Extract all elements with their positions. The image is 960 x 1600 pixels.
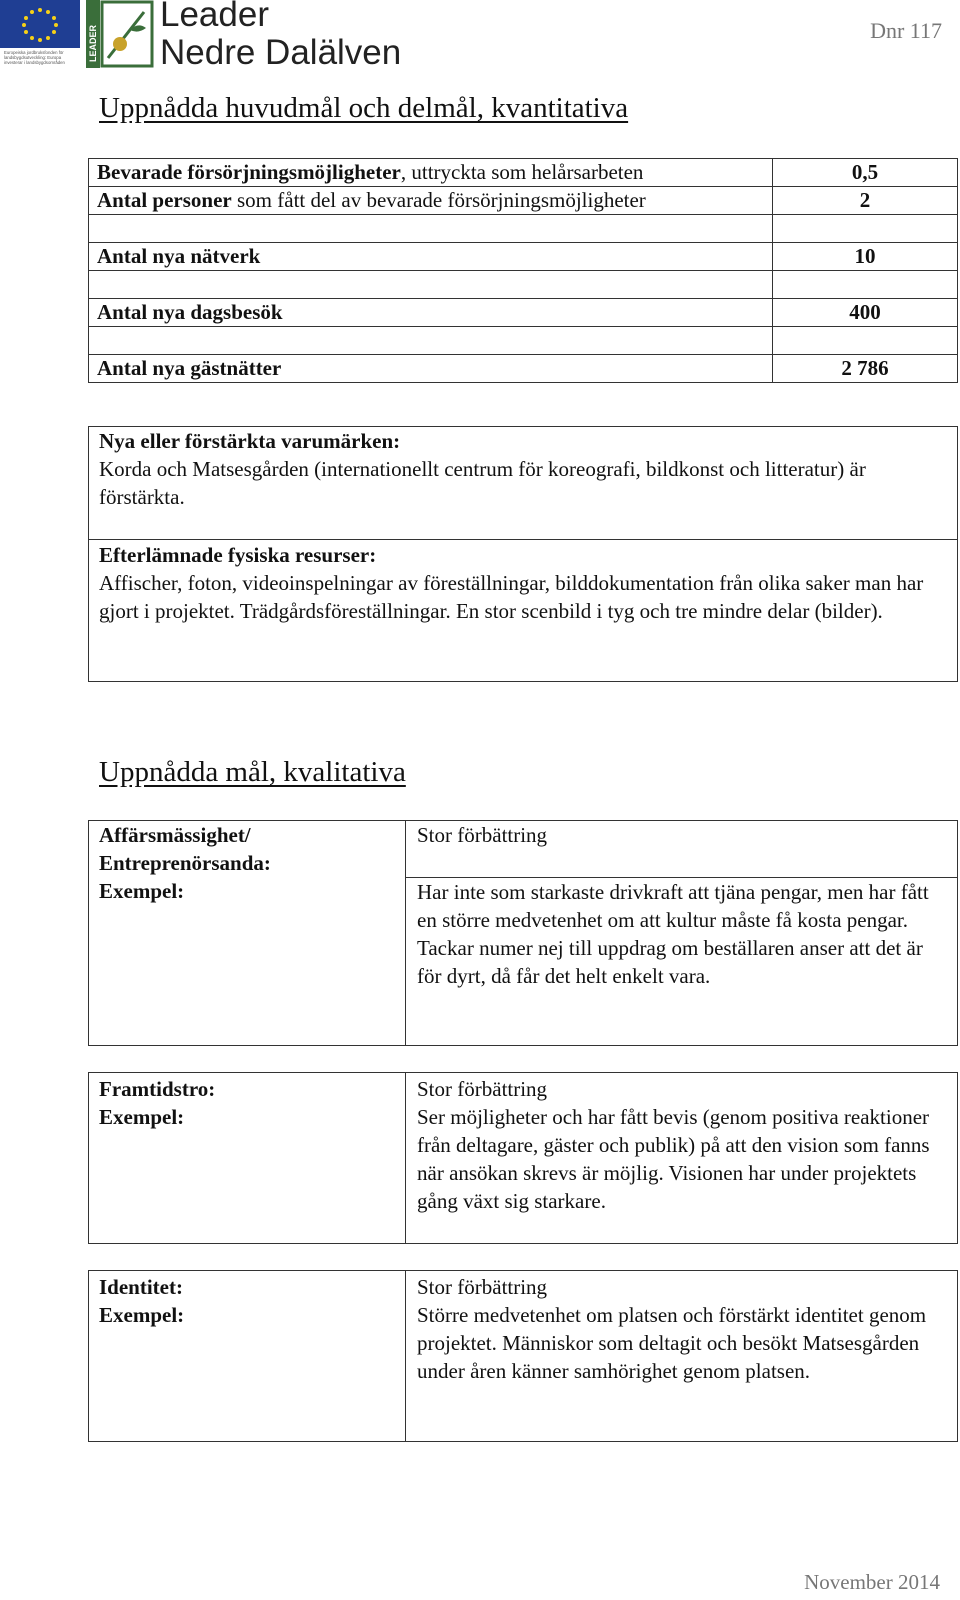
quantitative-row bbox=[89, 271, 958, 299]
resources-divider bbox=[89, 539, 957, 540]
quantitative-value: 2 786 bbox=[773, 355, 958, 383]
rating-future: Stor förbättring bbox=[417, 1077, 548, 1101]
example-future: Ser möjligheter och har fått bevis (genom positiva reaktioner från deltagare, gäster och publik) på att den vision som fanns när ansökan skrevs är möjlig. Visionen har under projektets gång växt sig starkare. bbox=[417, 1105, 930, 1213]
quantitative-row bbox=[89, 355, 958, 383]
rating-identity: Stor förbättring bbox=[417, 1275, 548, 1299]
quantitative-value bbox=[773, 215, 958, 243]
quantitative-value: 2 bbox=[773, 187, 958, 215]
example-label: Exempel: bbox=[99, 879, 185, 903]
quantitative-label-bold: Bevarade försörjningsmöjligheter bbox=[97, 160, 401, 184]
label-identity: Identitet: bbox=[99, 1275, 183, 1299]
quantitative-value: 0,5 bbox=[773, 159, 958, 187]
quantitative-label bbox=[89, 159, 773, 187]
quantitative-row bbox=[89, 187, 958, 215]
quantitative-heading: Uppnådda huvudmål och delmål, kvantitativa bbox=[99, 92, 629, 124]
qualitative-box-entrepreneurship bbox=[88, 820, 958, 1046]
quantitative-row bbox=[89, 327, 958, 355]
quantitative-label bbox=[89, 355, 773, 383]
quantitative-row bbox=[89, 299, 958, 327]
quantitative-value bbox=[773, 327, 958, 355]
eu-caption-line-1: Europeiska jordbruksfonden för bbox=[4, 50, 64, 55]
quantitative-value bbox=[773, 271, 958, 299]
resources-heading: Efterlämnade fysiska resurser: bbox=[99, 543, 377, 567]
quantitative-row bbox=[89, 243, 958, 271]
eu-caption-line-3: investerar i landsbygdsområden bbox=[4, 60, 65, 65]
quantitative-table bbox=[88, 158, 958, 383]
leader-vertical-text: LEADER bbox=[88, 24, 98, 62]
label-future: Framtidstro: bbox=[99, 1077, 216, 1101]
quantitative-row bbox=[89, 215, 958, 243]
brands-text: Korda och Matsesgården (internationellt centrum för koreografi, bildkonst och litteratur) är förstärkta. bbox=[99, 457, 866, 509]
example-label: Exempel: bbox=[99, 1105, 185, 1129]
brands-heading: Nya eller förstärkta varumärken: bbox=[99, 429, 401, 453]
quantitative-label bbox=[89, 327, 773, 355]
example-entrepreneurship: Har inte som starkaste drivkraft att tjäna pengar, men har fått en större medvetenhet om att kultur måste få kosta pengar. Tackar numer nej till uppdrag om beställaren anser att det är för dyrt, då får det helt enkelt vara. bbox=[417, 880, 929, 988]
qualitative-box-identity bbox=[88, 1270, 958, 1442]
leader-title bbox=[160, 0, 401, 72]
leader-title-line-2: Nedre Dalälven bbox=[160, 33, 402, 72]
quantitative-label-rest: , uttryckta som helårsarbeten bbox=[400, 160, 644, 184]
document-number: Dnr 117 bbox=[870, 18, 942, 43]
quantitative-label-bold: Antal personer bbox=[97, 188, 232, 212]
footer-date: November 2014 bbox=[804, 1570, 940, 1594]
quantitative-label-bold: Antal nya gästnätter bbox=[97, 356, 282, 380]
leader-emblem-icon bbox=[86, 0, 154, 70]
resources-text: Affischer, foton, videoinspelningar av föreställningar, bilddokumentation från olika saker man har gjort i projektet. Trädgårdsföreställningar. En stor scenbild i tyg och tre mindre delar (bilder). bbox=[99, 571, 924, 623]
label-entrepreneurship-1: Affärsmässighet/ bbox=[99, 823, 251, 847]
example-identity: Större medvetenhet om platsen och förstärkt identitet genom projektet. Människor som deltagit och besökt Matsesgården under åren känner samhörighet genom platsen. bbox=[417, 1303, 927, 1383]
eu-caption-line-2: landsbygdsutveckling: Europa bbox=[4, 55, 62, 60]
qualitative-box-future bbox=[88, 1072, 958, 1244]
label-entrepreneurship-2: Entreprenörsanda: bbox=[99, 851, 271, 875]
resources-box bbox=[88, 426, 958, 682]
quantitative-label-rest: som fått del av bevarade försörjningsmöjligheter bbox=[231, 188, 646, 212]
quantitative-label-bold: Antal nya nätverk bbox=[97, 244, 261, 268]
quantitative-label bbox=[89, 271, 773, 299]
quantitative-label bbox=[89, 299, 773, 327]
quantitative-value: 400 bbox=[773, 299, 958, 327]
quantitative-value: 10 bbox=[773, 243, 958, 271]
eu-flag-logo bbox=[0, 0, 80, 70]
quantitative-label bbox=[89, 243, 773, 271]
quantitative-label bbox=[89, 215, 773, 243]
leader-title-line-1: Leader bbox=[160, 0, 269, 34]
qualitative-heading: Uppnådda mål, kvalitativa bbox=[99, 756, 406, 788]
example-label: Exempel: bbox=[99, 1303, 185, 1327]
quantitative-label-bold: Antal nya dagsbesök bbox=[97, 300, 283, 324]
quantitative-label bbox=[89, 187, 773, 215]
rating-entrepreneurship: Stor förbättring bbox=[417, 823, 548, 847]
quantitative-row bbox=[89, 159, 958, 187]
